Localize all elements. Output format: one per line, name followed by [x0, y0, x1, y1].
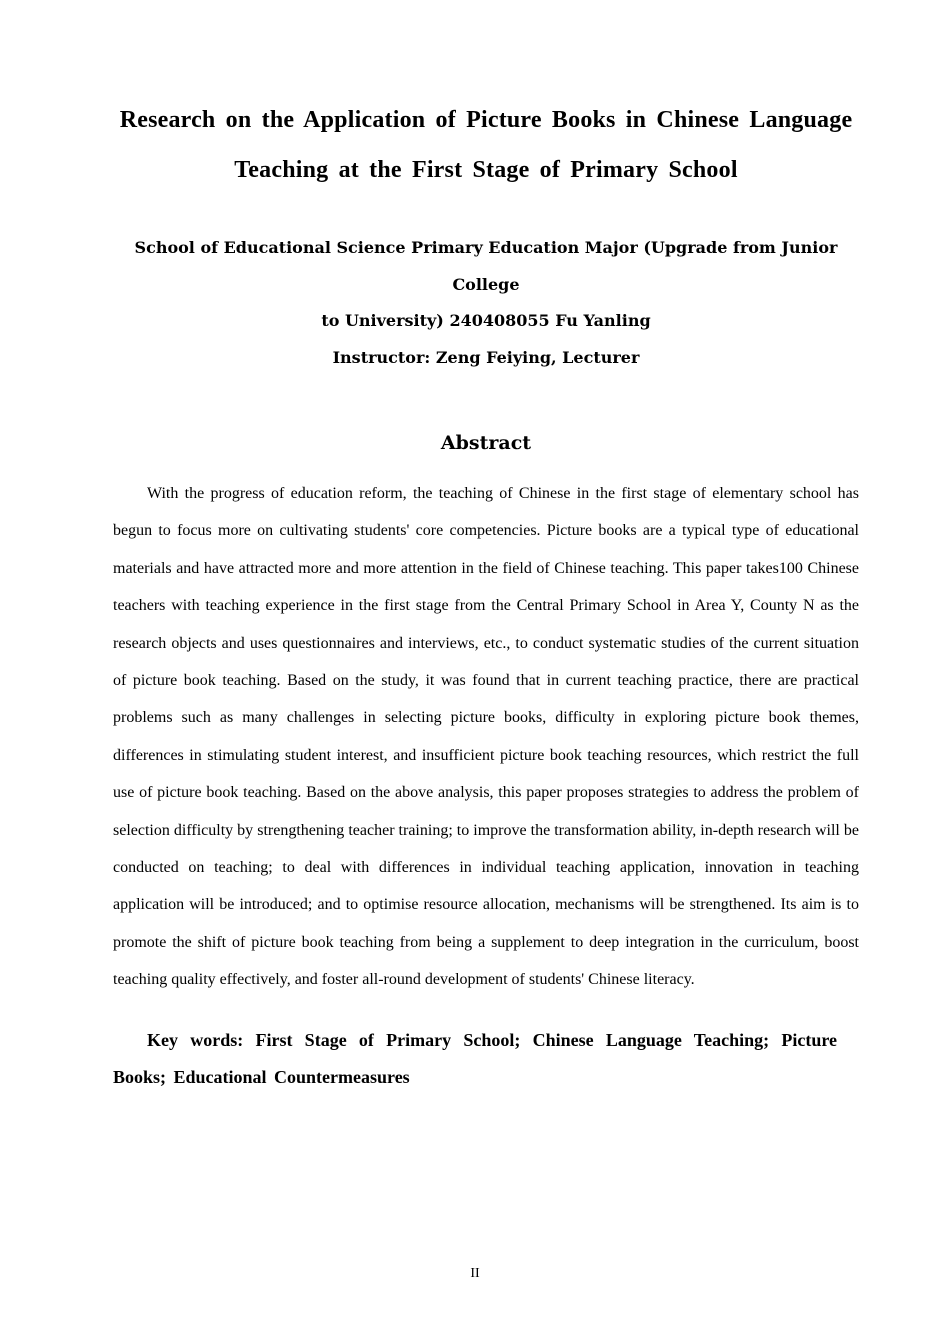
paper-title: [113, 95, 859, 195]
keywords-paragraph: Key words: First Stage of Primary School; Chinese Language Teaching; Picture Books; Educational Countermeasures: [113, 1029, 837, 1087]
document-page: [113, 95, 859, 1096]
author-block: [113, 230, 859, 376]
title-line-2: Teaching at the First Stage of Primary School: [234, 157, 738, 183]
author-line-1: School of Educational Science Primary Education Major (Upgrade from Junior College: [134, 238, 838, 294]
author-line-2: to University) 240408055 Fu Yanling: [321, 311, 651, 330]
page-number: II: [470, 1266, 480, 1281]
title-line-1: Research on the Application of Picture Books in Chinese Language: [119, 107, 853, 133]
abstract-paragraph: With the progress of education reform, the teaching of Chinese in the first stage of elementary school has begun to focus more on cultivating students' core competencies. Picture books are a typical type of educational materials and have attracted more and more attention in the field of Chinese teaching. This paper takes100 Chinese teachers with teaching experience in the first stage from the Central Primary School in Area Y, County N as the research objects and uses questionnaires and interviews, etc., to conduct systematic studies of the current situation of picture book teaching. Based on the study, it was found that in current teaching practice, there are practical problems such as many challenges in selecting picture books, difficulty in exploring picture book themes, differences in stimulating student interest, and insufficient picture book teaching resources, which restrict the full use of picture book teaching. Based on the above analysis, this paper proposes strategies to address the problem of selection difficulty by strengthening teacher training; to improve the transformation ability, in-depth research will be conducted on teaching; to deal with differences in individual teaching application, innovation in teaching application will be introduced; and to optimise resource allocation, mechanisms will be strengthened. Its aim is to promote the shift of picture book teaching from being a supplement to deep integration in the curriculum, boost teaching quality effectively, and foster all-round development of students' Chinese literacy.: [113, 485, 859, 989]
abstract-heading: Abstract: [440, 432, 532, 454]
instructor-line: Instructor: Zeng Feiying, Lecturer: [332, 347, 640, 367]
